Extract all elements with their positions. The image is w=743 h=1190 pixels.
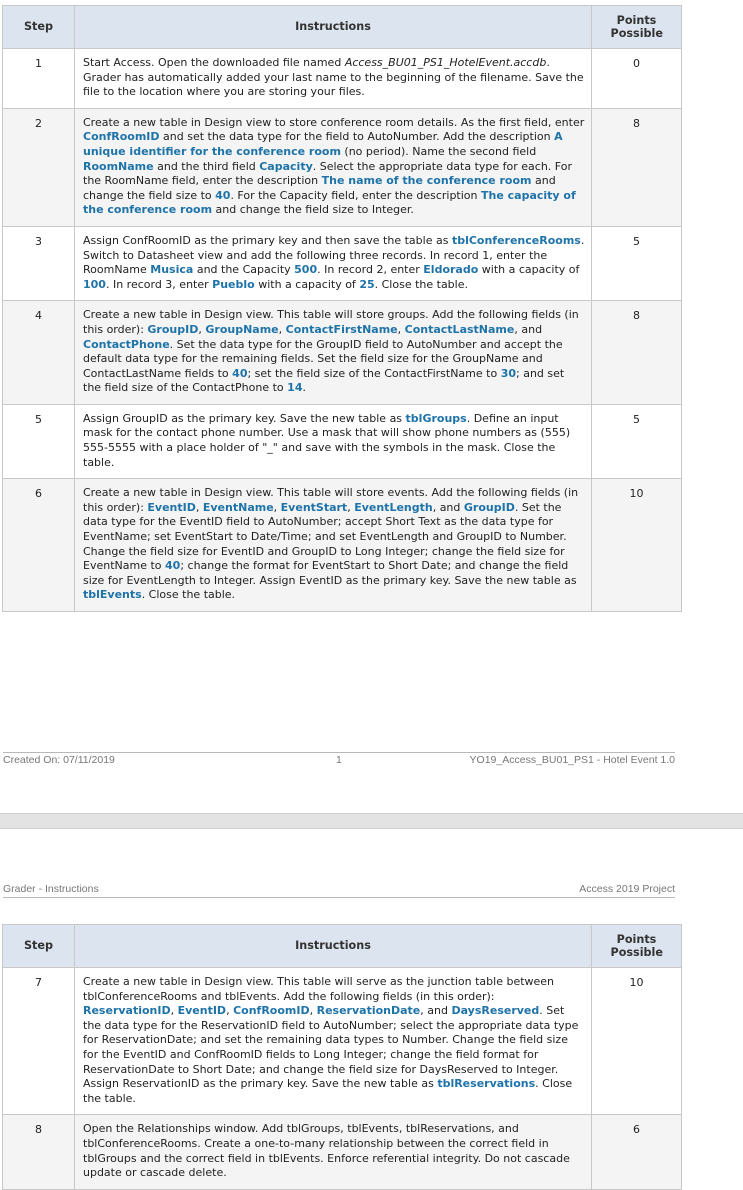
- points-header-label: Points Possible: [610, 13, 663, 40]
- table-row: [3, 226, 682, 300]
- table-row: [3, 49, 682, 109]
- instruction-text: [75, 1115, 592, 1189]
- text-run: Create a new table in Design view. This table will serve as the junction table between tblConferenceRooms and tblEvents. Add the following fields (in this order):: [83, 975, 555, 1003]
- text-run: Create a new table in Design view. This table will store events. Add the following fields (in this order):: [83, 486, 579, 514]
- highlighted-term: ReservationDate: [316, 1004, 421, 1018]
- highlighted-term: RoomName: [83, 159, 154, 173]
- points-column-header: [592, 6, 682, 49]
- highlighted-term: 30: [500, 366, 516, 380]
- text-run: and the Capacity: [193, 263, 295, 277]
- text-run: Start Access. Open the downloaded file named: [83, 56, 345, 69]
- text-run: Create a new table in Design view. This table will store groups. Add the following fields (in this order):: [83, 308, 579, 336]
- text-run: ,: [347, 500, 355, 514]
- points-value: 0: [592, 49, 682, 109]
- highlighted-term: 40: [215, 188, 231, 202]
- text-run: .: [302, 381, 306, 395]
- highlighted-term: ContactPhone: [83, 337, 170, 351]
- text-run: . Set the data type for the ReservationID field to AutoNumber; select the appropriate data type for ReservationDate; and set the remaining data types to Number. Change the field size for the EventID and ConfRoomID fields to Long Integer; change the field format for ReservationDate to Short Date; and change the field size for DaysReserved to Integer. Assign ReservationID as the primary key. Save the new table as: [83, 1004, 579, 1091]
- highlighted-term: EventName: [202, 500, 274, 514]
- instruction-text: [75, 301, 592, 405]
- text-run: and set the data type for the field to AutoNumber. Add the description: [159, 130, 555, 144]
- highlighted-term: EventStart: [280, 500, 348, 514]
- header-right-label: Access 2019 Project: [579, 883, 675, 895]
- text-run: ,: [278, 322, 286, 336]
- text-run: . Select the appropriate data type for each. For the RoomName field, enter the description: [83, 159, 572, 188]
- text-run: Open the Relationships window. Add tblGroups, tblEvents, tblReservations, and tblConferenceRooms. Create a one-to-many relationship between the correct field in tblGroups and the correct field in tblEvents. Enforce referential integrity. Do not cascade update or cascade delete.: [83, 1122, 570, 1180]
- text-run: . Set the data type for the GroupID field to AutoNumber and accept the default data type for the remaining fields. Set the field size for the GroupName and ContactLastName fields to: [83, 337, 563, 380]
- highlighted-term: EventID: [177, 1004, 227, 1018]
- text-run: . Define an input mask for the contact phone number. Use a mask that will show phone numbers as (555) 555-5555 with a place holder of "_" and save with the symbols in the mask. Close the table.: [83, 411, 571, 469]
- highlighted-term: GroupID: [463, 500, 515, 514]
- text-run: Assign ConfRoomID as the primary key and then save the table as: [83, 233, 452, 247]
- text-run: ,: [273, 500, 281, 514]
- document-id: YO19_Access_BU01_PS1 - Hotel Event 1.0: [469, 754, 675, 766]
- instructions-table-page-1: [2, 5, 682, 612]
- instruction-text: [75, 49, 592, 109]
- step-number: 4: [3, 301, 75, 405]
- text-run: . Grader has automatically added your last name to the beginning of the filename. Save the file to the location where you are storing your files.: [83, 56, 584, 99]
- text-run: ,: [226, 1004, 234, 1018]
- highlighted-term: ReservationID: [83, 1004, 171, 1018]
- text-run: . Close the table.: [374, 277, 468, 291]
- instructions-table-page-2: [2, 924, 682, 1190]
- page-break: [0, 813, 743, 829]
- highlighted-term: tblGroups: [405, 411, 467, 425]
- instruction-text: [75, 404, 592, 478]
- highlighted-term: ContactFirstName: [285, 322, 398, 336]
- text-run: ,: [397, 322, 405, 336]
- highlighted-term: The name of the conference room: [321, 174, 532, 188]
- highlighted-term: tblReservations: [437, 1077, 536, 1091]
- highlighted-term: 100: [83, 277, 106, 291]
- text-run: and change the field size to: [83, 174, 556, 202]
- highlighted-term: EventLength: [354, 500, 433, 514]
- highlighted-term: The capacity of the conference room: [83, 188, 576, 217]
- text-run: . Close the table.: [141, 588, 236, 602]
- highlighted-term: 14: [287, 381, 303, 395]
- highlighted-term: Musica: [150, 263, 194, 277]
- highlighted-term: ConfRoomID: [83, 130, 160, 144]
- points-value: 8: [592, 108, 682, 226]
- highlighted-term: GroupName: [205, 322, 279, 336]
- instruction-text: [75, 226, 592, 300]
- text-run: ; set the field size of the ContactFirstName to: [247, 366, 501, 380]
- instructions-column-header: Instructions: [75, 925, 592, 968]
- highlighted-term: EventID: [147, 500, 196, 514]
- file-name: Access_BU01_PS1_HotelEvent.accdb: [344, 56, 547, 69]
- highlighted-term: Pueblo: [212, 277, 255, 291]
- text-run: ,: [170, 1004, 178, 1018]
- header-left-label: Grader - Instructions: [3, 883, 99, 895]
- text-run: ,: [198, 322, 206, 336]
- highlighted-term: ContactLastName: [404, 322, 515, 336]
- page-footer: [3, 752, 675, 767]
- text-run: ,: [309, 1004, 317, 1018]
- highlighted-term: GroupID: [147, 322, 199, 336]
- highlighted-term: 40: [165, 559, 181, 573]
- highlighted-term: A unique identifier for the conference room: [83, 130, 563, 158]
- highlighted-term: 40: [232, 366, 248, 380]
- text-run: and the third field: [153, 159, 260, 173]
- table-row: [3, 301, 682, 405]
- created-on-label: Created On: 07/11/2019: [3, 754, 115, 766]
- highlighted-term: DaysReserved: [451, 1004, 540, 1018]
- highlighted-term: tblConferenceRooms: [451, 233, 581, 247]
- points-value: 5: [592, 226, 682, 300]
- text-run: and change the field size to Integer.: [212, 203, 414, 217]
- instruction-text: [75, 968, 592, 1115]
- table-row: [3, 404, 682, 478]
- text-run: (no period). Name the second field: [340, 144, 537, 158]
- text-run: Assign GroupID as the primary key. Save the new table as: [83, 411, 406, 425]
- text-run: Create a new table in Design view to store conference room details. As the first field, enter: [83, 115, 585, 129]
- step-number: 6: [3, 479, 75, 612]
- text-run: ; change the format for EventStart to Short Date; and change the field size for EventLength to Integer. Assign EventID as the primary key. Save the new table as: [83, 559, 577, 587]
- points-value: 8: [592, 301, 682, 405]
- text-run: . In record 2, enter: [317, 263, 424, 277]
- step-number: 1: [3, 49, 75, 109]
- table-row: [3, 479, 682, 612]
- highlighted-term: 500: [294, 263, 318, 277]
- text-run: . In record 3, enter: [105, 277, 213, 291]
- table-row: [3, 108, 682, 226]
- text-run: . Switch to Datasheet view and add the following three records. In record 1, enter the RoomName: [83, 233, 585, 277]
- highlighted-term: ConfRoomID: [233, 1004, 310, 1018]
- text-run: ,: [195, 500, 203, 514]
- step-number: 3: [3, 226, 75, 300]
- step-number: 7: [3, 968, 75, 1115]
- table-header-row: [3, 6, 682, 49]
- highlighted-term: tblEvents: [83, 588, 142, 602]
- table-row: [3, 968, 682, 1115]
- text-run: . Close the table.: [83, 1077, 573, 1105]
- text-run: . For the Capacity field, enter the description: [230, 188, 482, 202]
- instruction-text: [75, 108, 592, 226]
- text-run: . Set the data type for the EventID field to AutoNumber; accept Short Text as the data type for EventName; set EventStart to Date/Time; and set EventLength and GroupID to Number. Change the field size for EventID and GroupID to Long Integer; change the field size for EventName to: [83, 500, 567, 573]
- highlighted-term: Capacity: [259, 159, 313, 173]
- points-value: 6: [592, 1115, 682, 1189]
- table-header-row: [3, 925, 682, 968]
- points-column-header: [592, 925, 682, 968]
- highlighted-term: Eldorado: [423, 263, 479, 277]
- step-column-header: Step: [3, 925, 75, 968]
- step-column-header: Step: [3, 6, 75, 49]
- points-value: 5: [592, 404, 682, 478]
- points-value: 10: [592, 968, 682, 1115]
- text-run: with a capacity of: [254, 277, 360, 291]
- text-run: , and: [514, 322, 543, 336]
- instructions-column-header: Instructions: [75, 6, 592, 49]
- page-header: [3, 883, 675, 898]
- step-number: 2: [3, 108, 75, 226]
- step-number: 8: [3, 1115, 75, 1189]
- step-number: 5: [3, 404, 75, 478]
- text-run: ; and set the field size of the ContactPhone to: [83, 366, 565, 395]
- text-run: , and: [432, 500, 464, 514]
- highlighted-term: 25: [359, 277, 375, 291]
- text-run: with a capacity of: [478, 263, 580, 277]
- text-run: , and: [420, 1004, 452, 1018]
- points-header-label: Points Possible: [610, 932, 663, 959]
- page-number: 1: [336, 754, 342, 766]
- points-value: 10: [592, 479, 682, 612]
- instruction-text: [75, 479, 592, 612]
- table-row: [3, 1115, 682, 1189]
